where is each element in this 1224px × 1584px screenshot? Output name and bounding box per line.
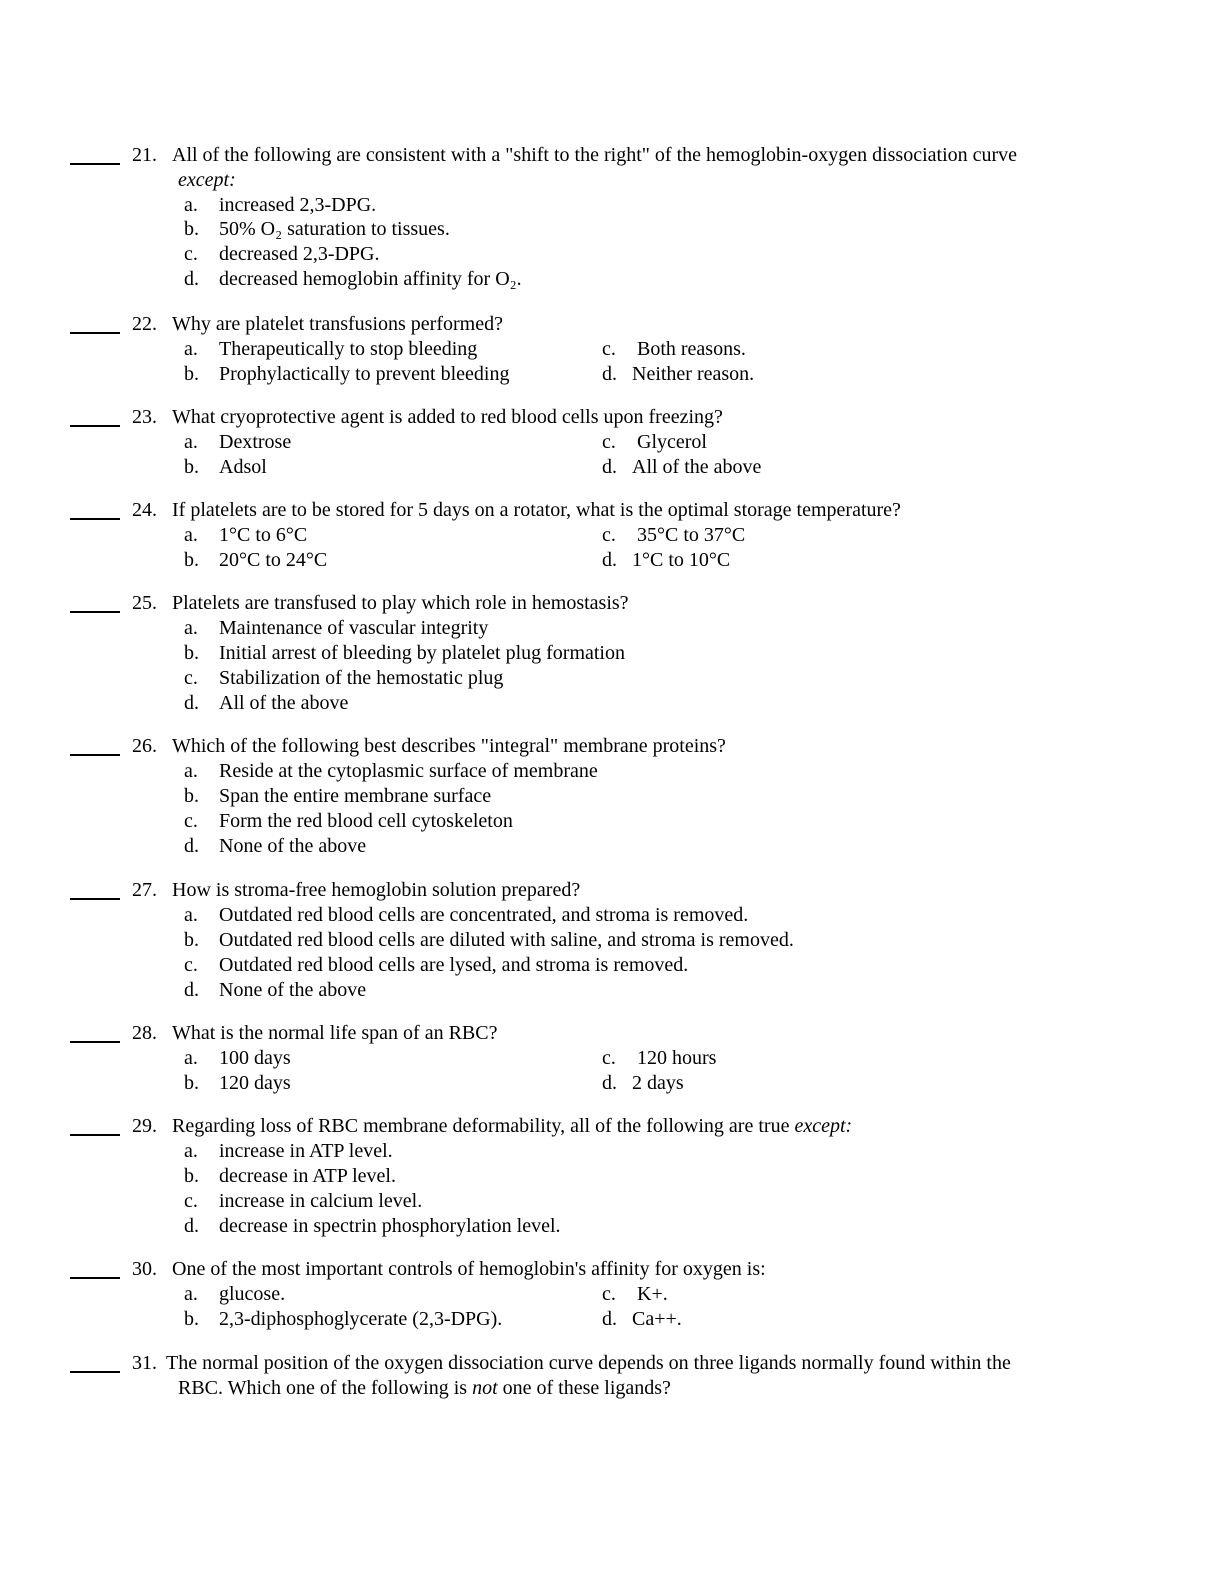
question-stem: One of the most important controls of hemoglobin's affinity for oxygen is:: [172, 1258, 766, 1280]
answer-blank[interactable]: [70, 163, 120, 165]
question-number: 26.: [132, 735, 157, 757]
question-stem: Regarding loss of RBC membrane deformability, all of the following are true except:: [172, 1115, 853, 1137]
answer-blank[interactable]: [70, 898, 120, 900]
answer-blank[interactable]: [70, 518, 120, 520]
answer-blank[interactable]: [70, 754, 120, 756]
answer-blank[interactable]: [70, 1041, 120, 1043]
question-stem: All of the following are consistent with a "shift to the right" of the hemoglobin-oxygen dissociation curve: [172, 144, 1018, 166]
answer-blank[interactable]: [70, 1277, 120, 1279]
question-number: 29.: [132, 1115, 157, 1137]
question-stem: Which of the following best describes "integral" membrane proteins?: [172, 735, 726, 757]
answer-blank[interactable]: [70, 1134, 120, 1136]
question-stem: Why are platelet transfusions performed?: [172, 313, 503, 335]
question-stem: Platelets are transfused to play which role in hemostasis?: [172, 592, 629, 614]
question-number: 27.: [132, 879, 157, 901]
question-stem: What cryoprotective agent is added to red blood cells upon freezing?: [172, 406, 723, 428]
question-number: 25.: [132, 592, 157, 614]
answer-blank[interactable]: [70, 332, 120, 334]
answer-blank[interactable]: [70, 611, 120, 613]
question-number: 24.: [132, 499, 157, 521]
question-stem: What is the normal life span of an RBC?: [172, 1022, 498, 1044]
question-stem-emphasis: except:: [178, 169, 236, 191]
question-number: 31.: [132, 1352, 157, 1374]
question-number: 23.: [132, 406, 157, 428]
question-stem: How is stroma-free hemoglobin solution prepared?: [172, 879, 581, 901]
question-stem-continued: RBC. Which one of the following is not one of these ligands?: [178, 1377, 671, 1399]
question-stem: If platelets are to be stored for 5 days on a rotator, what is the optimal storage temperature?: [172, 499, 901, 521]
answer-blank[interactable]: [70, 425, 120, 427]
answer-blank[interactable]: [70, 1371, 120, 1373]
question-number: 22.: [132, 313, 157, 335]
question-stem-emphasis: except:: [794, 1115, 853, 1137]
question-number: 30.: [132, 1258, 157, 1280]
question-number: 21.: [132, 144, 157, 166]
question-stem-emphasis: not: [472, 1377, 498, 1399]
question-stem: The normal position of the oxygen dissociation curve depends on three ligands normally found within the: [166, 1352, 1011, 1374]
question-number: 28.: [132, 1022, 157, 1044]
